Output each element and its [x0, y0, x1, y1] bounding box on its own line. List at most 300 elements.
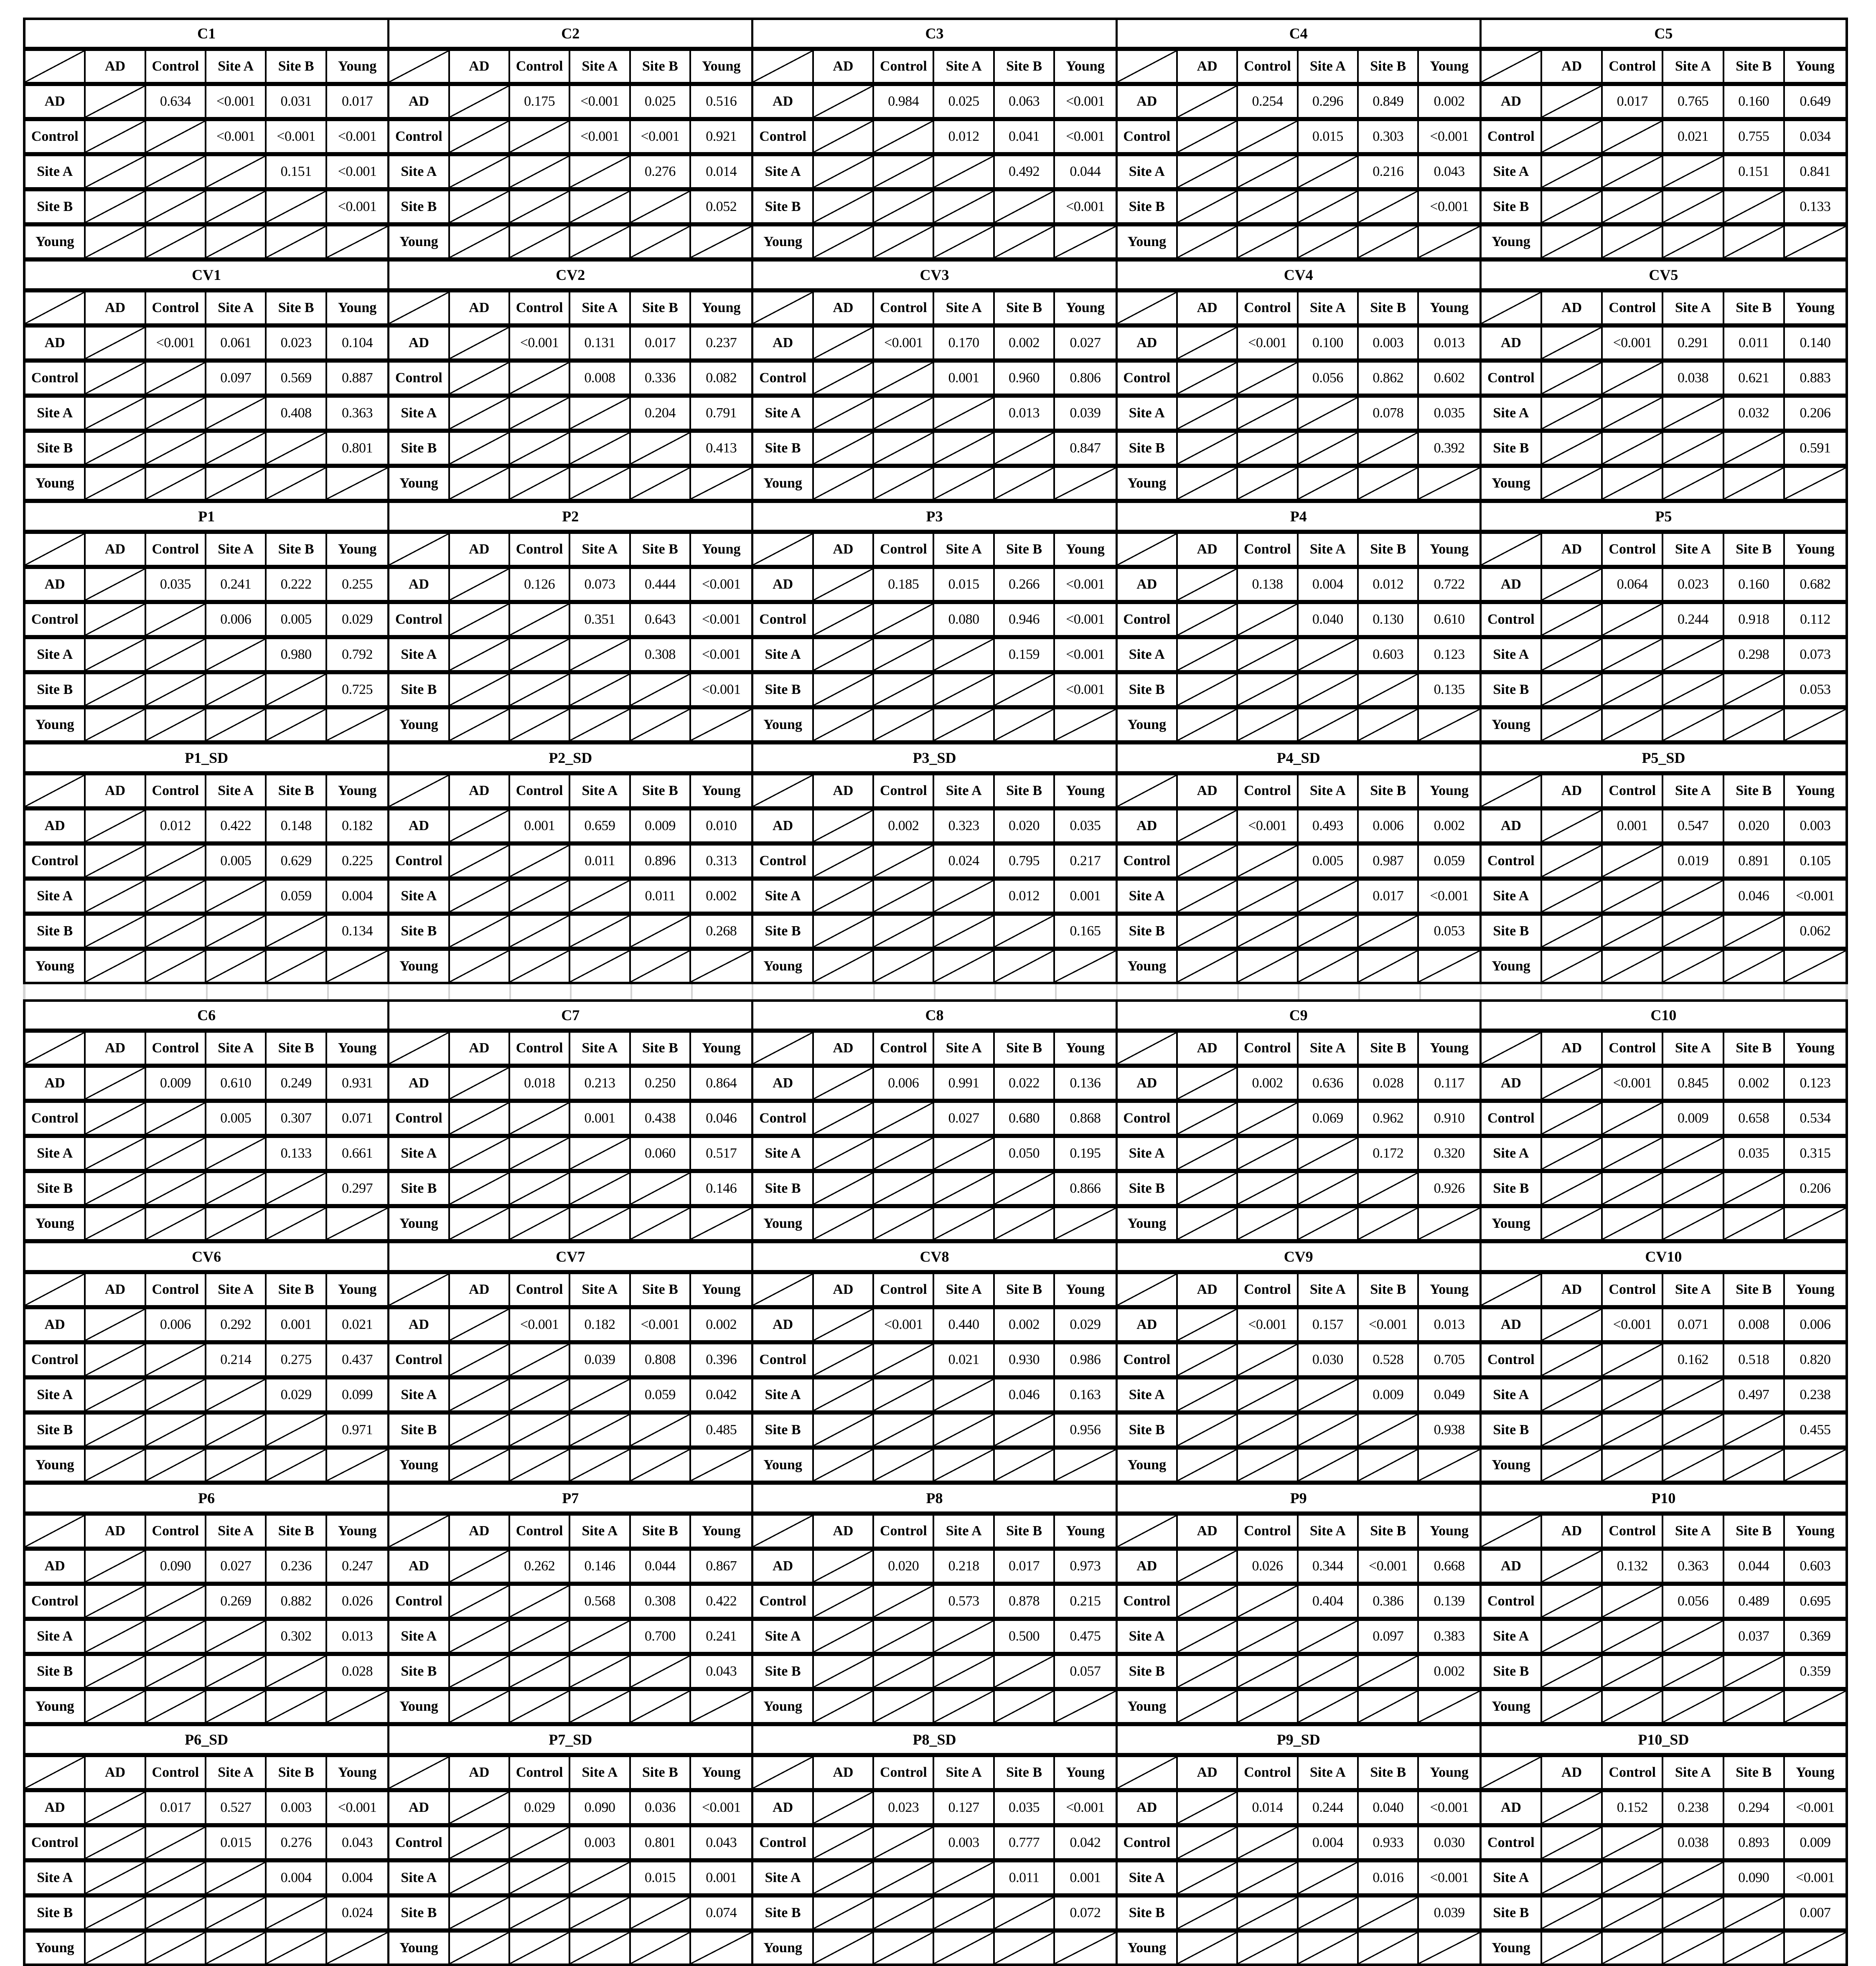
empty-diagonal-cell	[86, 1173, 146, 1204]
table-row	[389, 328, 751, 363]
empty-diagonal-cell	[1359, 1208, 1419, 1239]
empty-diagonal-cell	[1238, 1827, 1298, 1858]
column-header: AD	[1178, 292, 1238, 323]
column-header: AD	[450, 1516, 510, 1547]
p-value-cell: 0.073	[1800, 647, 1831, 662]
empty-diagonal-cell	[1359, 951, 1419, 982]
table-row	[753, 1309, 1115, 1344]
p-value-cell: <0.001	[206, 121, 267, 152]
p-value-cell: 0.569	[267, 363, 327, 394]
table-row	[1482, 1621, 1845, 1656]
table-row	[753, 674, 1115, 709]
table-row	[1118, 569, 1479, 604]
empty-diagonal-cell	[874, 1656, 934, 1687]
empty-diagonal-cell	[206, 709, 267, 740]
comparison-table-cv10	[1482, 1243, 1845, 1485]
empty-diagonal-cell	[1055, 951, 1115, 982]
empty-diagonal-cell	[934, 1415, 994, 1445]
column-header: AD	[814, 1757, 874, 1788]
p-value-cell: 0.610	[1434, 612, 1465, 627]
table-row	[25, 569, 387, 604]
empty-diagonal-cell	[450, 1792, 510, 1823]
table-row	[1118, 1344, 1479, 1379]
p-value-cell: 0.254	[1238, 86, 1298, 117]
p-value-cell: 0.002	[1434, 818, 1465, 833]
p-value-cell: <0.001	[510, 1309, 570, 1340]
table-row	[389, 1691, 751, 1722]
empty-diagonal-cell	[1724, 1173, 1785, 1204]
column-header: Young	[338, 783, 377, 798]
row-header: Site B	[1482, 674, 1542, 705]
column-header: Young	[338, 58, 377, 74]
empty-diagonal-cell	[1238, 951, 1298, 982]
empty-diagonal-cell	[995, 674, 1055, 705]
column-header: Site A	[206, 1274, 267, 1305]
p-value-cell: 0.493	[1299, 810, 1359, 841]
empty-diagonal-cell	[1663, 1862, 1724, 1893]
table-row	[1118, 1173, 1479, 1208]
empty-diagonal-cell	[146, 709, 206, 740]
empty-diagonal-cell	[146, 433, 206, 464]
corner-cell	[389, 1757, 450, 1788]
comparison-table-c3	[753, 20, 1117, 262]
row-header: AD	[389, 86, 450, 117]
p-value-cell: 0.005	[206, 846, 267, 876]
empty-diagonal-cell	[1178, 1897, 1238, 1928]
empty-diagonal-cell	[814, 1450, 874, 1481]
table-row	[25, 1309, 387, 1344]
p-value-cell: 0.527	[206, 1792, 267, 1823]
header-row	[1118, 775, 1479, 810]
p-value-cell: 0.025	[934, 86, 994, 117]
empty-diagonal-cell	[86, 810, 146, 841]
empty-diagonal-cell	[86, 846, 146, 876]
p-value-cell: 0.049	[1434, 1387, 1465, 1402]
p-value-cell: 0.046	[1724, 881, 1785, 912]
row-header: Site B	[753, 1415, 813, 1445]
row-header: Site B	[389, 1897, 450, 1928]
row-header: Site B	[1118, 1656, 1178, 1687]
row-header: Control	[389, 1586, 450, 1617]
empty-diagonal-cell	[450, 191, 510, 222]
empty-diagonal-cell	[86, 191, 146, 222]
separator-column-line	[632, 984, 693, 999]
separator-column-line	[1663, 984, 1724, 999]
empty-diagonal-cell	[814, 604, 874, 635]
empty-diagonal-cell	[327, 226, 387, 257]
empty-diagonal-cell	[814, 1344, 874, 1375]
p-value-cell: 0.053	[1800, 682, 1831, 697]
row-header: Site B	[1482, 1656, 1542, 1687]
p-value-cell: 0.020	[874, 1551, 934, 1582]
p-value-cell: <0.001	[338, 129, 377, 144]
table-row	[753, 1138, 1115, 1173]
column-header: Site A	[570, 292, 630, 323]
p-value-cell: 0.661	[341, 1146, 373, 1161]
column-header: Site B	[1359, 775, 1419, 806]
column-header: Site A	[570, 1274, 630, 1305]
row-header: Site B	[753, 191, 813, 222]
column-header: Control	[510, 1033, 570, 1064]
empty-diagonal-cell	[814, 569, 874, 600]
table-row	[753, 916, 1115, 951]
p-value-cell: 0.980	[267, 639, 327, 670]
column-header: Site B	[1359, 1033, 1419, 1064]
empty-diagonal-cell	[86, 1827, 146, 1858]
p-value-cell: <0.001	[338, 1800, 377, 1815]
empty-diagonal-cell	[814, 709, 874, 740]
p-value-cell: 0.636	[1299, 1068, 1359, 1099]
empty-diagonal-cell	[631, 916, 691, 947]
p-value-cell: 0.621	[1724, 363, 1785, 394]
p-value-cell: 0.004	[341, 888, 373, 904]
table-title: CV7	[389, 1243, 751, 1274]
row-header: Young	[1118, 1691, 1178, 1722]
p-value-cell: 0.020	[1724, 810, 1785, 841]
corner-cell	[25, 1757, 86, 1788]
table-row	[25, 1656, 387, 1691]
p-value-cell: 0.386	[1359, 1586, 1419, 1617]
empty-diagonal-cell	[146, 916, 206, 947]
empty-diagonal-cell	[450, 639, 510, 670]
row-header: Site A	[1118, 639, 1178, 670]
column-header: Young	[1796, 541, 1835, 557]
p-value-cell: 0.039	[1070, 405, 1101, 421]
p-value-cell: 0.044	[631, 1551, 691, 1582]
corner-cell	[753, 292, 813, 323]
row-header: Control	[389, 1344, 450, 1375]
column-header: Control	[146, 1033, 206, 1064]
empty-diagonal-cell	[631, 1933, 691, 1963]
empty-diagonal-cell	[1603, 121, 1663, 152]
p-value-cell: 0.134	[341, 923, 373, 939]
row-header: Site A	[1482, 1379, 1542, 1410]
p-value-cell: 0.682	[1800, 577, 1831, 592]
empty-diagonal-cell	[1542, 1621, 1603, 1652]
p-value-cell: <0.001	[1066, 94, 1105, 109]
empty-diagonal-cell	[1178, 1792, 1238, 1823]
p-value-cell: 0.485	[706, 1422, 737, 1438]
row-header: Control	[753, 1827, 813, 1858]
empty-diagonal-cell	[995, 951, 1055, 982]
empty-diagonal-cell	[1178, 951, 1238, 982]
p-value-cell: 0.015	[1299, 121, 1359, 152]
p-value-cell: 0.973	[1070, 1558, 1101, 1574]
column-header: AD	[450, 1033, 510, 1064]
empty-diagonal-cell	[814, 1656, 874, 1687]
table-row	[1482, 1691, 1845, 1722]
corner-cell	[389, 775, 450, 806]
table-row	[1482, 468, 1845, 499]
empty-diagonal-cell	[1055, 1691, 1115, 1722]
empty-diagonal-cell	[450, 709, 510, 740]
table-title: C5	[1482, 20, 1845, 51]
row-header: Site A	[1482, 398, 1542, 429]
empty-diagonal-cell	[510, 1691, 570, 1722]
empty-diagonal-cell	[1178, 86, 1238, 117]
table-title: CV10	[1482, 1243, 1845, 1274]
empty-diagonal-cell	[1178, 328, 1238, 358]
column-header: Control	[874, 51, 934, 82]
empty-diagonal-cell	[1178, 674, 1238, 705]
p-value-cell: 0.002	[874, 810, 934, 841]
table-row	[753, 86, 1115, 121]
empty-diagonal-cell	[450, 363, 510, 394]
empty-diagonal-cell	[1542, 1208, 1603, 1239]
empty-diagonal-cell	[267, 951, 327, 982]
row-header: Control	[753, 363, 813, 394]
empty-diagonal-cell	[1419, 468, 1479, 499]
table-row	[389, 1344, 751, 1379]
empty-diagonal-cell	[814, 1068, 874, 1099]
row-header: AD	[389, 1309, 450, 1340]
corner-cell	[1118, 1033, 1178, 1064]
header-row	[1482, 1757, 1845, 1792]
p-value-cell: 0.516	[706, 94, 737, 109]
column-header: Site B	[631, 1033, 691, 1064]
p-value-cell: 0.002	[995, 328, 1055, 358]
corner-cell	[1482, 534, 1542, 565]
empty-diagonal-cell	[1178, 639, 1238, 670]
p-value-cell: 0.725	[341, 682, 373, 697]
empty-diagonal-cell	[1178, 1450, 1238, 1481]
p-value-cell: 0.011	[1724, 328, 1785, 358]
empty-diagonal-cell	[1724, 916, 1785, 947]
p-value-cell: 0.603	[1800, 1558, 1831, 1574]
column-header: Young	[338, 541, 377, 557]
table-row	[1118, 1309, 1479, 1344]
empty-diagonal-cell	[1238, 1415, 1298, 1445]
column-header: AD	[1542, 1516, 1603, 1547]
empty-diagonal-cell	[934, 1897, 994, 1928]
table-row	[753, 1691, 1115, 1722]
empty-diagonal-cell	[1178, 1415, 1238, 1445]
table-title: C6	[25, 1002, 387, 1033]
row-header: Control	[25, 846, 86, 876]
empty-diagonal-cell	[86, 951, 146, 982]
empty-diagonal-cell	[1299, 1933, 1359, 1963]
empty-diagonal-cell	[1419, 1450, 1479, 1481]
table-row	[389, 1415, 751, 1450]
empty-diagonal-cell	[1055, 1450, 1115, 1481]
empty-diagonal-cell	[510, 1173, 570, 1204]
p-value-cell: 0.146	[570, 1551, 630, 1582]
p-value-cell: <0.001	[267, 121, 327, 152]
row-header: Control	[1118, 1344, 1178, 1375]
empty-diagonal-cell	[86, 639, 146, 670]
table-row	[389, 639, 751, 674]
p-value-cell: 0.073	[570, 569, 630, 600]
empty-diagonal-cell	[146, 398, 206, 429]
empty-diagonal-cell	[1663, 1656, 1724, 1687]
p-value-cell: 0.009	[146, 1068, 206, 1099]
empty-diagonal-cell	[86, 1621, 146, 1652]
corner-cell	[389, 51, 450, 82]
table-row	[389, 1933, 751, 1963]
column-header: Site B	[995, 51, 1055, 82]
header-row	[25, 1033, 387, 1068]
p-value-cell: 0.104	[341, 335, 373, 351]
empty-diagonal-cell	[450, 810, 510, 841]
empty-diagonal-cell	[814, 916, 874, 947]
p-value-cell: 0.455	[1800, 1422, 1831, 1438]
empty-diagonal-cell	[86, 86, 146, 117]
table-row	[25, 846, 387, 881]
p-value-cell: 0.891	[1724, 846, 1785, 876]
p-value-cell: 0.078	[1359, 398, 1419, 429]
empty-diagonal-cell	[631, 1173, 691, 1204]
table-row	[1118, 1691, 1479, 1722]
column-header: Control	[1238, 1516, 1298, 1547]
column-header: Site A	[934, 1516, 994, 1547]
row-header: AD	[25, 328, 86, 358]
p-value-cell: 0.440	[934, 1309, 994, 1340]
empty-diagonal-cell	[206, 1208, 267, 1239]
p-value-cell: 0.383	[1434, 1628, 1465, 1644]
row-header: Site A	[1482, 1862, 1542, 1893]
column-header: Site B	[267, 1274, 327, 1305]
row-header: AD	[1482, 86, 1542, 117]
row-header: AD	[25, 86, 86, 117]
p-value-cell: 0.038	[1663, 1827, 1724, 1858]
row-header: Site B	[389, 433, 450, 464]
empty-diagonal-cell	[267, 1415, 327, 1445]
column-header: Young	[1066, 1765, 1105, 1780]
p-value-cell: 0.801	[631, 1827, 691, 1858]
empty-diagonal-cell	[631, 1897, 691, 1928]
empty-diagonal-cell	[146, 1344, 206, 1375]
row-header: Control	[1482, 1103, 1542, 1134]
table-row	[25, 433, 387, 468]
empty-diagonal-cell	[1419, 1208, 1479, 1239]
empty-diagonal-cell	[1542, 156, 1603, 187]
p-value-cell: <0.001	[206, 86, 267, 117]
p-value-cell: 0.061	[206, 328, 267, 358]
empty-diagonal-cell	[1542, 1827, 1603, 1858]
table-row	[1482, 1344, 1845, 1379]
p-value-cell: 0.867	[706, 1558, 737, 1574]
empty-diagonal-cell	[1238, 363, 1298, 394]
p-value-cell: 0.029	[341, 612, 373, 627]
empty-diagonal-cell	[814, 1309, 874, 1340]
table-row	[753, 810, 1115, 846]
empty-diagonal-cell	[267, 1208, 327, 1239]
p-value-cell: 0.573	[934, 1586, 994, 1617]
empty-diagonal-cell	[450, 1897, 510, 1928]
header-row	[25, 1757, 387, 1792]
p-value-cell: 0.931	[341, 1075, 373, 1091]
header-row	[25, 534, 387, 569]
table-row	[1118, 1208, 1479, 1239]
empty-diagonal-cell	[450, 1379, 510, 1410]
separator-column-line	[1118, 984, 1178, 999]
table-title: C1	[25, 20, 387, 51]
empty-diagonal-cell	[1359, 1897, 1419, 1928]
p-value-cell: 0.011	[631, 881, 691, 912]
row-header: Young	[389, 226, 450, 257]
table-row	[753, 1415, 1115, 1450]
header-row	[389, 1033, 751, 1068]
table-row	[389, 810, 751, 846]
column-header: Site A	[1663, 51, 1724, 82]
p-value-cell: 0.005	[206, 1103, 267, 1134]
column-header: Site B	[995, 1274, 1055, 1305]
empty-diagonal-cell	[1663, 1208, 1724, 1239]
empty-diagonal-cell	[874, 1897, 934, 1928]
empty-diagonal-cell	[206, 1415, 267, 1445]
comparison-table-c2	[389, 20, 753, 262]
p-value-cell: 0.887	[341, 370, 373, 386]
p-value-cell: 0.024	[341, 1905, 373, 1920]
p-value-cell: 0.138	[1238, 569, 1298, 600]
column-header: Young	[338, 1523, 377, 1539]
p-value-cell: <0.001	[1066, 647, 1105, 662]
empty-diagonal-cell	[1359, 916, 1419, 947]
empty-diagonal-cell	[1785, 468, 1845, 499]
row-header: Control	[25, 604, 86, 635]
p-value-cell: 0.883	[1800, 370, 1831, 386]
column-header: Young	[702, 1040, 741, 1056]
row-header: Young	[25, 226, 86, 257]
p-value-cell: 0.003	[934, 1827, 994, 1858]
empty-diagonal-cell	[1542, 1379, 1603, 1410]
table-row	[1482, 881, 1845, 916]
table-row	[1118, 1621, 1479, 1656]
column-header: Control	[146, 775, 206, 806]
column-header: Control	[1238, 51, 1298, 82]
p-value-cell: 0.297	[341, 1181, 373, 1196]
empty-diagonal-cell	[267, 1933, 327, 1963]
empty-diagonal-cell	[1238, 1933, 1298, 1963]
empty-diagonal-cell	[327, 1691, 387, 1722]
row-header: Site B	[25, 916, 86, 947]
column-header: Control	[874, 775, 934, 806]
empty-diagonal-cell	[1299, 1173, 1359, 1204]
table-row	[1482, 846, 1845, 881]
table-row	[25, 881, 387, 916]
column-header: Control	[874, 292, 934, 323]
comparison-table-c7	[389, 1002, 753, 1243]
empty-diagonal-cell	[1724, 226, 1785, 257]
row-header: Site B	[25, 674, 86, 705]
column-header: Young	[1066, 1040, 1105, 1056]
p-value-cell: <0.001	[874, 328, 934, 358]
table-row	[389, 363, 751, 398]
p-value-cell: 0.004	[1299, 569, 1359, 600]
p-value-cell: 0.777	[995, 1827, 1055, 1858]
empty-diagonal-cell	[1603, 1656, 1663, 1687]
empty-diagonal-cell	[1542, 86, 1603, 117]
column-header: Site A	[1299, 292, 1359, 323]
p-value-cell: 0.006	[1800, 1317, 1831, 1332]
table-title: CV1	[25, 262, 387, 292]
empty-diagonal-cell	[1542, 328, 1603, 358]
empty-diagonal-cell	[510, 1208, 570, 1239]
empty-diagonal-cell	[874, 846, 934, 876]
p-value-cell: 0.044	[1070, 164, 1101, 179]
empty-diagonal-cell	[206, 468, 267, 499]
empty-diagonal-cell	[995, 1208, 1055, 1239]
column-header: Site A	[1299, 1274, 1359, 1305]
row-header: Young	[1118, 1208, 1178, 1239]
empty-diagonal-cell	[86, 1551, 146, 1582]
p-value-cell: 0.136	[1070, 1075, 1101, 1091]
comparison-table-c8	[753, 1002, 1117, 1243]
row-header: AD	[1118, 1309, 1178, 1340]
empty-diagonal-cell	[1542, 398, 1603, 429]
p-value-cell: 0.320	[1434, 1146, 1465, 1161]
row-header: Site A	[25, 398, 86, 429]
